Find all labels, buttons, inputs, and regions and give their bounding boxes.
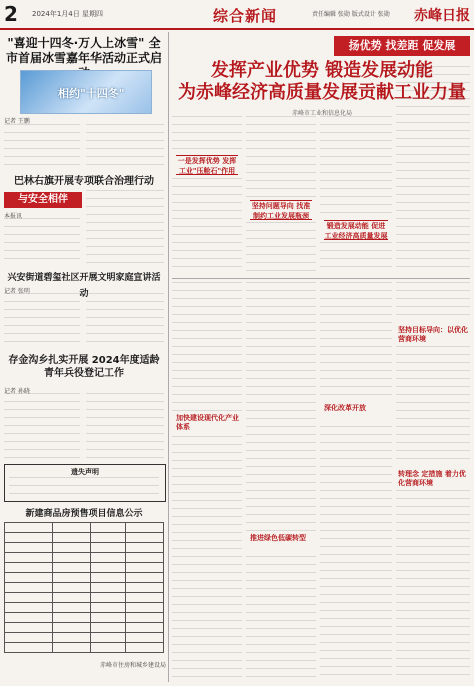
cont-col4 — [396, 490, 470, 680]
page-number: 2 — [4, 2, 18, 26]
lead-subhead-2: 坚持问题导向 找准制约工业发展瓶颈 — [251, 202, 311, 220]
story2-byline: 本报讯 — [4, 213, 23, 220]
lead-title-line2: 为赤峰经济高质量发展贡献工业力量 — [178, 82, 466, 103]
presale-table-title: 新建商品房预售项目信息公示 — [25, 509, 143, 519]
story1-body-left — [4, 124, 80, 166]
lead-body-col3 — [320, 242, 392, 274]
lead-body-col3-top — [320, 116, 392, 216]
presale-table-footer: 赤峰市住房和城乡建设局 — [100, 662, 167, 669]
lead-body-col1-top — [172, 116, 242, 152]
cont-col2 — [246, 556, 316, 680]
story1-title: "喜迎十四冬·万人上冰雪" 全市首届冰雪嘉年华活动正式启 — [5, 36, 162, 65]
lead-title-line1: 发挥产业优势 锻造发展动能 — [210, 60, 434, 81]
lead-subhead-4: 深化改革开放 — [324, 404, 366, 412]
lead-tag-banner: 扬优势 找差距 促发展 — [334, 36, 470, 56]
lead-subhead-3: 锻造发展动能 促进工业经济高质量发展 — [324, 222, 388, 240]
story3-title: 兴安街道碧玺社区开展文明家庭宣讲活动 — [7, 273, 161, 299]
cont-col3-top — [320, 282, 392, 402]
section-title: 综合新闻 — [212, 7, 277, 25]
story2-title: 巴林右旗开展专项联合治理行动 — [14, 176, 154, 187]
lead-bottom-rule — [172, 278, 470, 279]
story1-image-label: 相约"十四冬" — [58, 87, 125, 100]
story2-banner: 与安全相伴 — [4, 192, 82, 208]
mid-heading-3: 加快建设现代化产业体系 — [176, 414, 239, 431]
story1-body-right — [86, 124, 164, 166]
lead-body-col2 — [246, 222, 316, 274]
story3-byline: 记者 张明 — [4, 288, 30, 295]
lost-notice-body — [9, 477, 159, 497]
lead-body-col4 — [396, 66, 470, 274]
mid-heading-4: 推进绿色低碳转型 — [250, 534, 306, 542]
lead-byline: 赤峰市工业和信息化局 — [291, 110, 352, 117]
lead-body-col2-top — [246, 116, 316, 198]
story2-body-right — [86, 190, 164, 266]
cont-col4-mid — [396, 346, 470, 466]
presale-table — [4, 522, 164, 653]
story4-body-right — [86, 393, 164, 459]
story4-body-left — [4, 393, 80, 459]
story1-byline: 记者 王鹏 — [4, 118, 30, 125]
cont-col3 — [320, 426, 392, 680]
page-header — [0, 0, 474, 30]
editor-credits: 责任编辑 张勋 版式设计 张勋 — [312, 11, 390, 18]
cont-col1 — [172, 436, 242, 680]
cont-col1-top — [172, 282, 242, 412]
mid-heading-2: 转理念 定措施 着力优化营商环境 — [398, 470, 466, 487]
newspaper-brand: 赤峰日报 — [414, 8, 470, 24]
lead-body-col1 — [172, 178, 242, 274]
story3-body-left — [4, 293, 80, 349]
mid-heading-1: 坚持目标导向：以优化营商环境 — [398, 326, 468, 343]
page-date: 2024年1月4日 星期四 — [32, 10, 103, 18]
lost-notice-box — [4, 464, 166, 502]
lead-subhead-1: 一是发挥优势 发挥工业"压舱石"作用 — [177, 157, 237, 175]
story4-byline: 记者 孙晓 — [4, 388, 30, 395]
lost-notice-title: 遗失声明 — [71, 468, 99, 476]
column-divider — [168, 32, 169, 682]
cont-col4-top — [396, 282, 470, 322]
cont-col2-top — [246, 282, 316, 532]
story2-body-left — [4, 218, 80, 266]
story4-title: 存金沟乡扎实开展 2024年度适龄青年兵役登记工作 — [8, 355, 160, 379]
story3-body-right — [86, 293, 164, 349]
